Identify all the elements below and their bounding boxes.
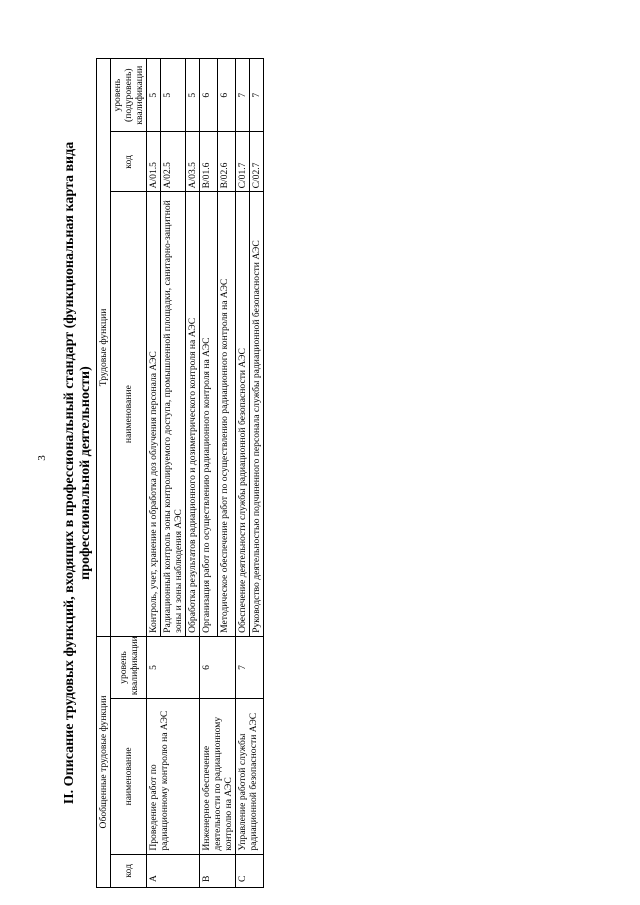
function-name: Организация работ по осуществлению радиационного контроля на АЭС	[200, 192, 218, 636]
table-row	[200, 59, 218, 888]
header-row-1	[97, 59, 111, 888]
group-code: A	[147, 854, 200, 887]
group-code: В	[200, 854, 236, 887]
group-name: Инженерное обеспечение деятельности по радиационному контролю на АЭС	[200, 699, 236, 855]
function-name: Обеспечение деятельности службы радиационной безопасности АЭС	[236, 192, 250, 636]
section-title	[62, 58, 94, 888]
group-name: Проведение работ по радиационному контролю на АЭС	[147, 699, 200, 855]
header-sublevel: уровень (подуровень) квалификации	[111, 59, 147, 132]
header-function-code: код	[111, 132, 147, 192]
function-code: С/01.7	[236, 132, 250, 192]
function-code: A/03.5	[186, 132, 200, 192]
function-name: Радиационный контроль зоны контролируемого доступа, промышленной площадки, санитарно-защитной зоны и зоны наблюдения АЭС	[161, 192, 186, 636]
header-labor: Трудовые функции	[97, 59, 111, 637]
function-level: 5	[186, 59, 200, 132]
group-level: 5	[147, 636, 200, 698]
function-code: A/01.5	[147, 132, 161, 192]
group-code: C	[236, 854, 264, 887]
title-line-1: II. Описание трудовых функций, входящих в профессиональный стандарт (функциональная карта вида	[62, 141, 77, 805]
function-code: B/02.6	[218, 132, 236, 192]
function-name: Контроль, учет, хранение и обработка доз облучения персонала АЭС	[147, 192, 161, 636]
group-level: 7	[236, 636, 264, 698]
function-name: Методическое обеспечение работ по осуществлению радиационного контроля на АЭС	[218, 192, 236, 636]
function-level: 7	[236, 59, 250, 132]
function-level: 5	[147, 59, 161, 132]
header-row-2	[111, 59, 147, 888]
function-level: 6	[218, 59, 236, 132]
page-number: 3	[35, 455, 48, 461]
function-name: Обработка результатов радиационного и дозиметрического контроля на АЭС	[186, 192, 200, 636]
function-level: 5	[161, 59, 186, 132]
header-generalized: Обобщенные трудовые функции	[97, 636, 111, 887]
group-level: 6	[200, 636, 236, 698]
header-code: код	[111, 854, 147, 887]
function-code: С/02.7	[250, 132, 264, 192]
rotated-page	[62, 58, 582, 888]
title-line-2: профессиональной деятельности)	[78, 366, 93, 580]
header-function-name: наименование	[111, 192, 147, 636]
header-name: наименование	[111, 699, 147, 855]
function-name: Руководство деятельностью подчиненного персонала службы радиационной безопасности АЭС	[250, 192, 264, 636]
function-code: A/02.5	[161, 132, 186, 192]
group-name: Управление работой службы радиационной безопасности АЭС	[236, 699, 264, 855]
function-level: 7	[250, 59, 264, 132]
function-level: 6	[200, 59, 218, 132]
function-code: B/01.6	[200, 132, 218, 192]
functional-map-table	[96, 58, 264, 888]
table-row	[236, 59, 250, 888]
header-level: уровень квалификации	[111, 636, 147, 698]
table-row	[147, 59, 161, 888]
